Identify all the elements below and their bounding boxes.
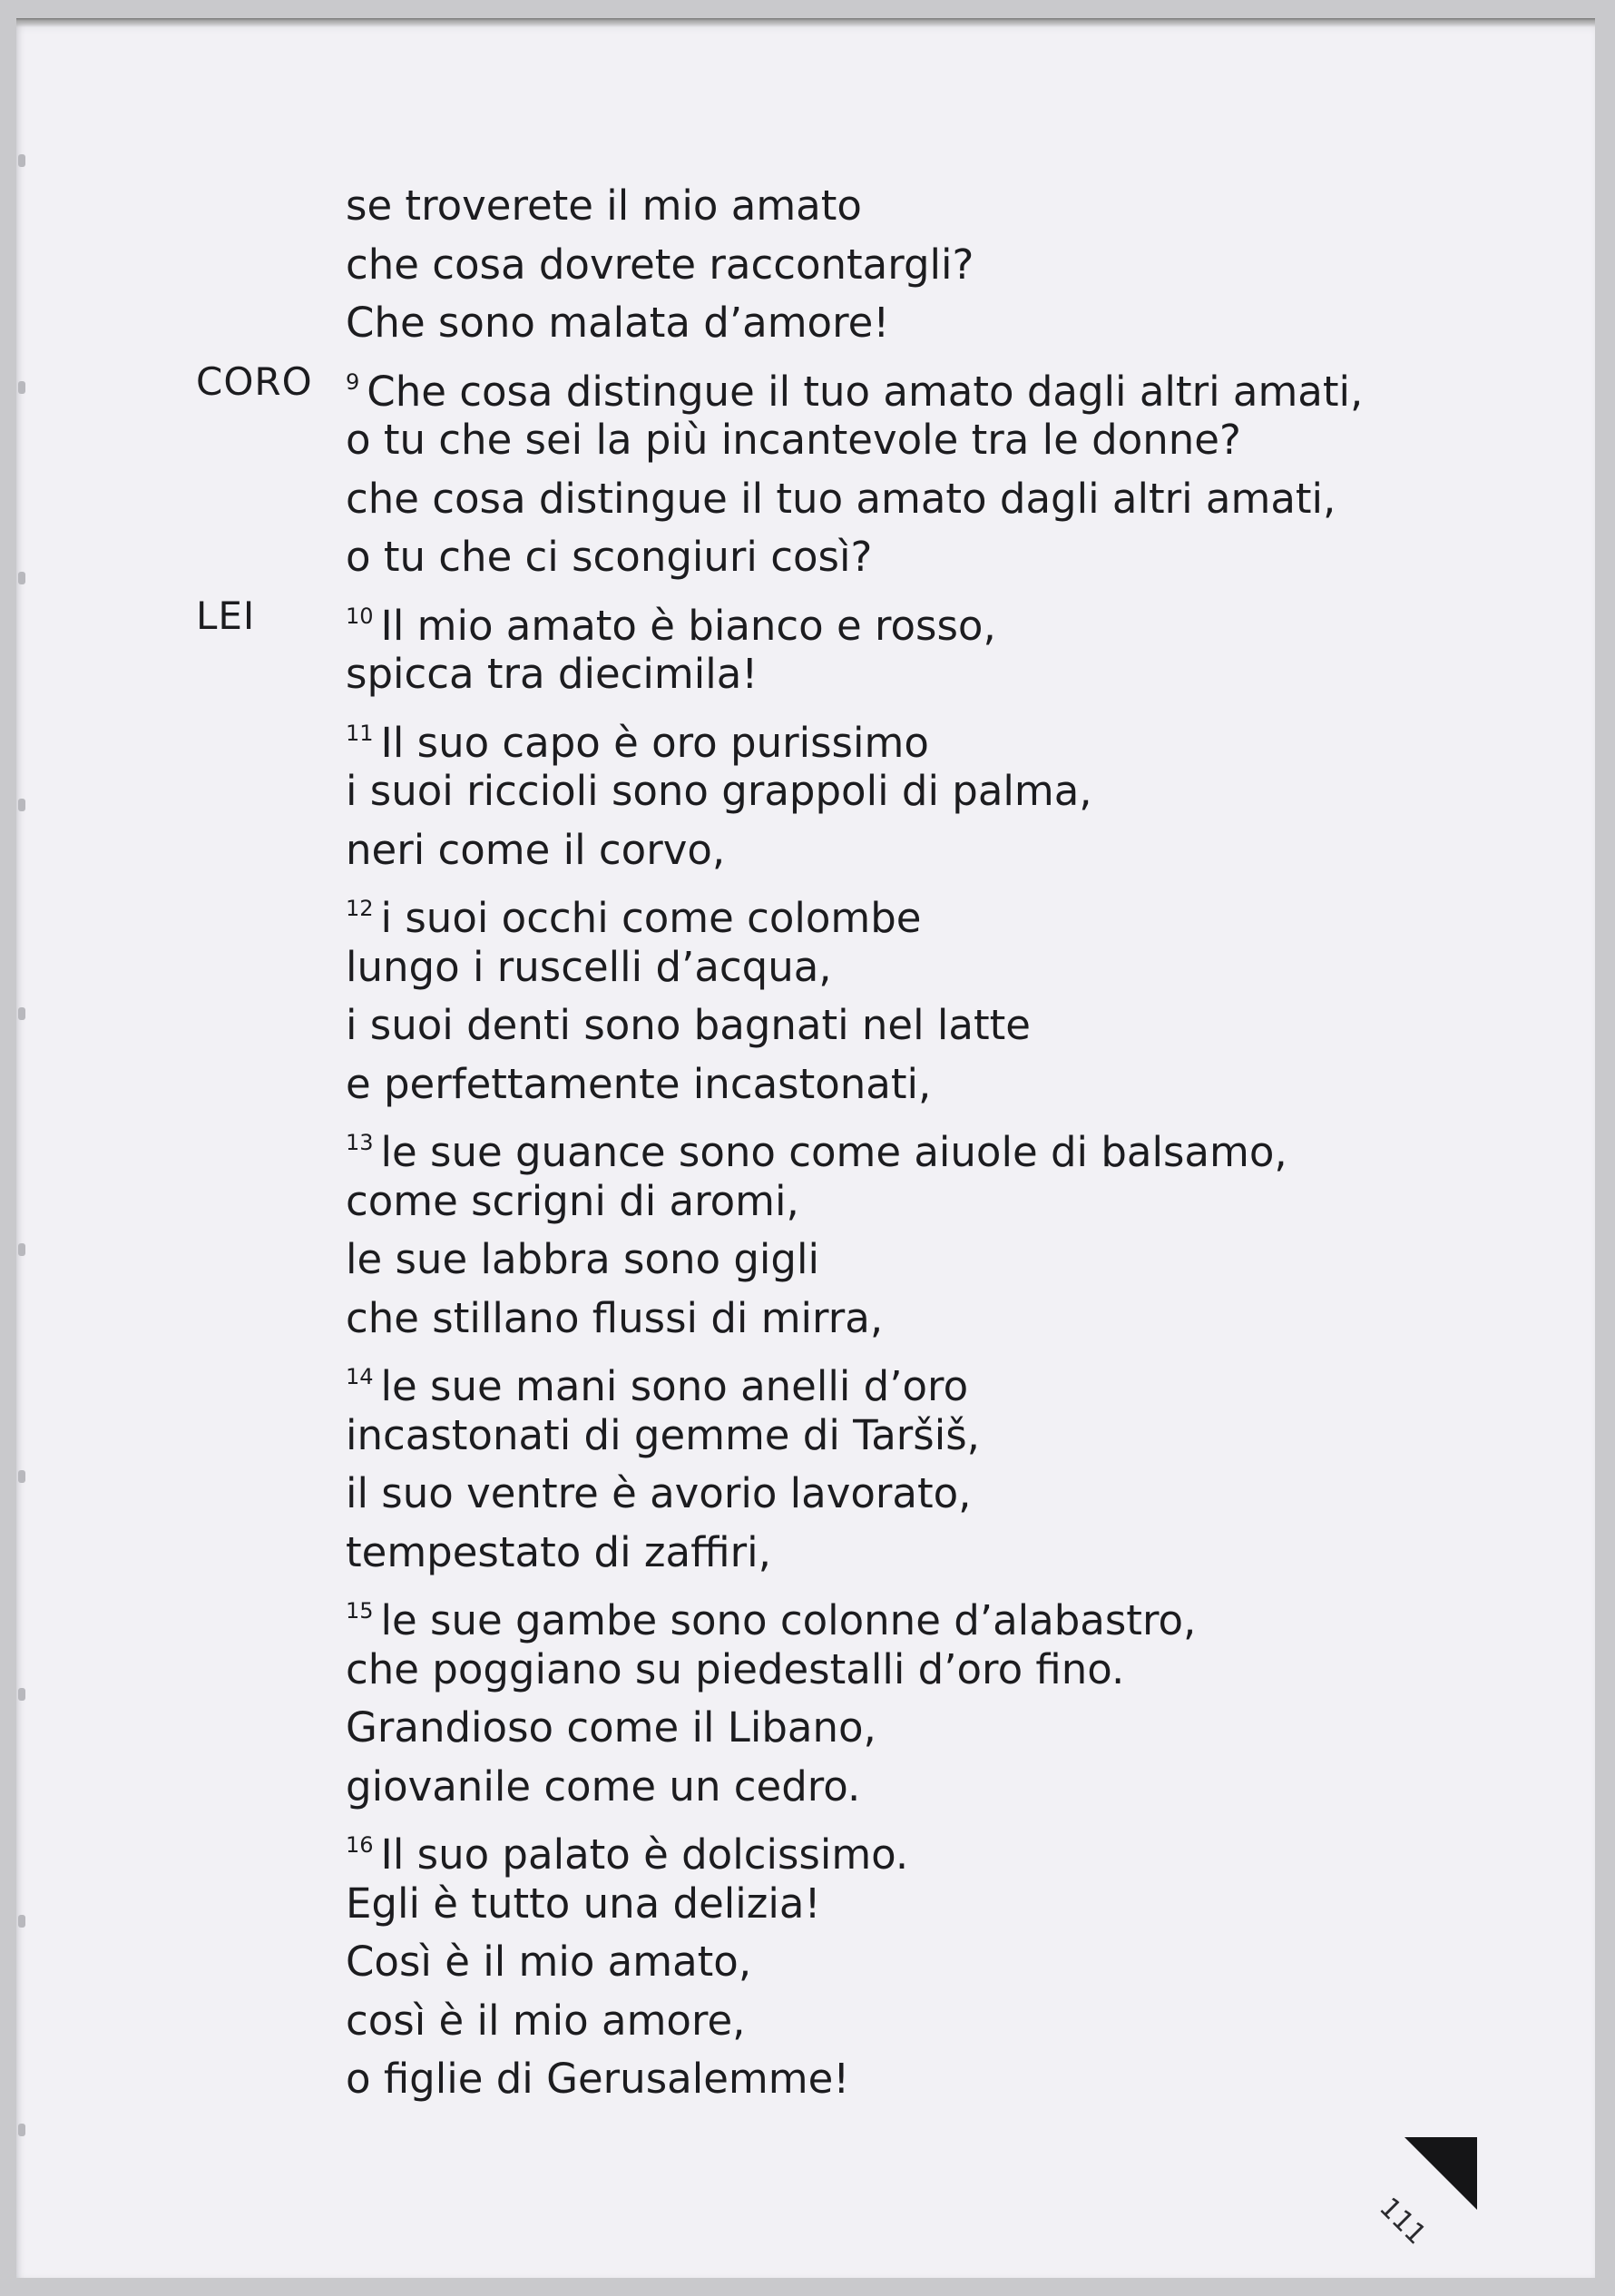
line-text-wrap — [346, 645, 758, 704]
line-text: Il suo capo è oro purissimo — [380, 718, 929, 767]
line-text: e perfettamente incastonati, — [346, 1059, 932, 1108]
line-text: le sue labbra sono gigli — [346, 1235, 820, 1283]
line-text-wrap — [346, 2050, 849, 2109]
poem-line — [16, 236, 1595, 295]
line-text: Egli è tutto una delizia! — [346, 1879, 821, 1928]
poem-line — [16, 1816, 1595, 1879]
line-text-wrap — [346, 762, 1092, 821]
line-text: le sue mani sono anelli d’oro — [380, 1362, 969, 1410]
line-text-wrap — [346, 1231, 819, 1290]
verse-number: 9 — [346, 368, 360, 395]
line-text: spicca tra diecimila! — [346, 650, 759, 698]
line-text: Così è il mio amato, — [346, 1938, 752, 1986]
poem-line — [16, 1875, 1595, 1934]
poem-line — [16, 528, 1595, 587]
poem-line — [16, 1231, 1595, 1290]
verse-number: 15 — [346, 1598, 374, 1624]
poem-line — [16, 1699, 1595, 1758]
line-text: i suoi riccioli sono grappoli di palma, — [346, 767, 1092, 815]
line-text-wrap — [346, 1465, 971, 1524]
poem-line — [16, 1465, 1595, 1524]
poem-line — [16, 821, 1595, 880]
line-text: Il suo palato è dolcissimo. — [380, 1830, 909, 1879]
poem-line — [16, 938, 1595, 997]
line-text-wrap — [346, 1524, 771, 1583]
speaker-label: LEI — [196, 593, 256, 638]
poem-line — [16, 470, 1595, 529]
poem-line — [16, 411, 1595, 470]
line-text-wrap — [346, 411, 1241, 470]
line-text-wrap — [346, 1173, 799, 1231]
verse-number: 12 — [346, 896, 374, 921]
poem-line — [16, 1524, 1595, 1583]
poem-line — [16, 1407, 1595, 1466]
line-text-wrap — [346, 470, 1336, 529]
line-text-wrap — [346, 996, 1031, 1055]
poem-line — [16, 1992, 1595, 2051]
page-corner-arrow-icon — [1405, 2137, 1477, 2210]
line-text: Grandioso come il Libano, — [346, 1703, 876, 1751]
line-text: tempestato di zaffiri, — [346, 1527, 771, 1576]
book-page — [16, 18, 1595, 2278]
verse-number: 13 — [346, 1130, 374, 1155]
line-text-wrap — [346, 528, 872, 587]
line-text: se troverete il mio amato — [346, 182, 862, 230]
verse-number: 11 — [346, 720, 374, 746]
line-text-wrap — [346, 1875, 821, 1934]
line-text: come scrigni di aromi, — [346, 1176, 799, 1225]
line-text: lungo i ruscelli d’acqua, — [346, 942, 832, 991]
poem-line — [16, 879, 1595, 942]
verse-number: 14 — [346, 1364, 374, 1389]
line-text: Che cosa distingue il tuo amato dagli altri amati, — [367, 367, 1364, 416]
poem-line — [16, 587, 1595, 650]
line-text-wrap — [346, 1407, 980, 1466]
line-text-wrap — [346, 938, 832, 997]
poem-line — [16, 1173, 1595, 1231]
poem-line — [16, 1290, 1595, 1349]
poem-line — [16, 996, 1595, 1055]
line-text: o tu che ci scongiuri così? — [346, 533, 873, 581]
line-text: o tu che sei la più incantevole tra le donne? — [346, 416, 1241, 464]
line-text-wrap — [346, 1641, 1124, 1700]
line-text-wrap — [346, 1992, 745, 2051]
line-text: neri come il corvo, — [346, 825, 726, 874]
line-text-wrap — [346, 177, 862, 236]
line-text: giovanile come un cedro. — [346, 1761, 861, 1810]
poem-text — [16, 177, 1595, 2109]
speaker-label: CORO — [196, 358, 313, 404]
poem-line — [16, 353, 1595, 416]
line-text-wrap — [346, 1699, 876, 1758]
line-text: i suoi denti sono bagnati nel latte — [346, 1001, 1031, 1049]
poem-line — [16, 645, 1595, 704]
line-text: incastonati di gemme di Taršiš, — [346, 1410, 980, 1459]
poem-line — [16, 1114, 1595, 1176]
poem-line — [16, 294, 1595, 353]
line-text-wrap — [346, 1055, 931, 1114]
line-text: che stillano flussi di mirra, — [346, 1293, 884, 1342]
line-text-wrap — [346, 1933, 751, 1992]
poem-line — [16, 1582, 1595, 1644]
poem-line — [16, 1055, 1595, 1114]
poem-line — [16, 704, 1595, 767]
verse-number: 10 — [346, 603, 374, 629]
line-text: Che sono malata d’amore! — [346, 299, 890, 347]
line-text: che cosa dovrete raccontargli? — [346, 240, 974, 289]
poem-line — [16, 1933, 1595, 1992]
line-text: le sue guance sono come aiuole di balsamo, — [380, 1128, 1287, 1176]
line-text-wrap — [346, 1758, 860, 1817]
line-text: che poggiano su piedestalli d’oro fino. — [346, 1644, 1125, 1693]
line-text-wrap — [346, 1290, 883, 1349]
verse-number: 16 — [346, 1832, 374, 1858]
line-text: o figlie di Gerusalemme! — [346, 2055, 850, 2103]
line-text: che cosa distingue il tuo amato dagli altri amati, — [346, 474, 1336, 523]
poem-line — [16, 1641, 1595, 1700]
poem-line — [16, 2050, 1595, 2109]
poem-line — [16, 177, 1595, 236]
line-text: Il mio amato è bianco e rosso, — [380, 601, 996, 650]
poem-line — [16, 1758, 1595, 1817]
line-text: il suo ventre è avorio lavorato, — [346, 1469, 972, 1517]
line-text-wrap — [346, 821, 725, 880]
poem-line — [16, 1348, 1595, 1410]
line-text: i suoi occhi come colombe — [380, 894, 922, 942]
poem-line — [16, 762, 1595, 821]
line-text: così è il mio amore, — [346, 1996, 746, 2045]
line-text-wrap — [346, 236, 974, 295]
page-top-shadow — [16, 18, 1595, 27]
line-text: le sue gambe sono colonne d’alabastro, — [380, 1596, 1197, 1644]
page-number: 111 — [1373, 2192, 1433, 2252]
line-text-wrap — [346, 294, 889, 353]
